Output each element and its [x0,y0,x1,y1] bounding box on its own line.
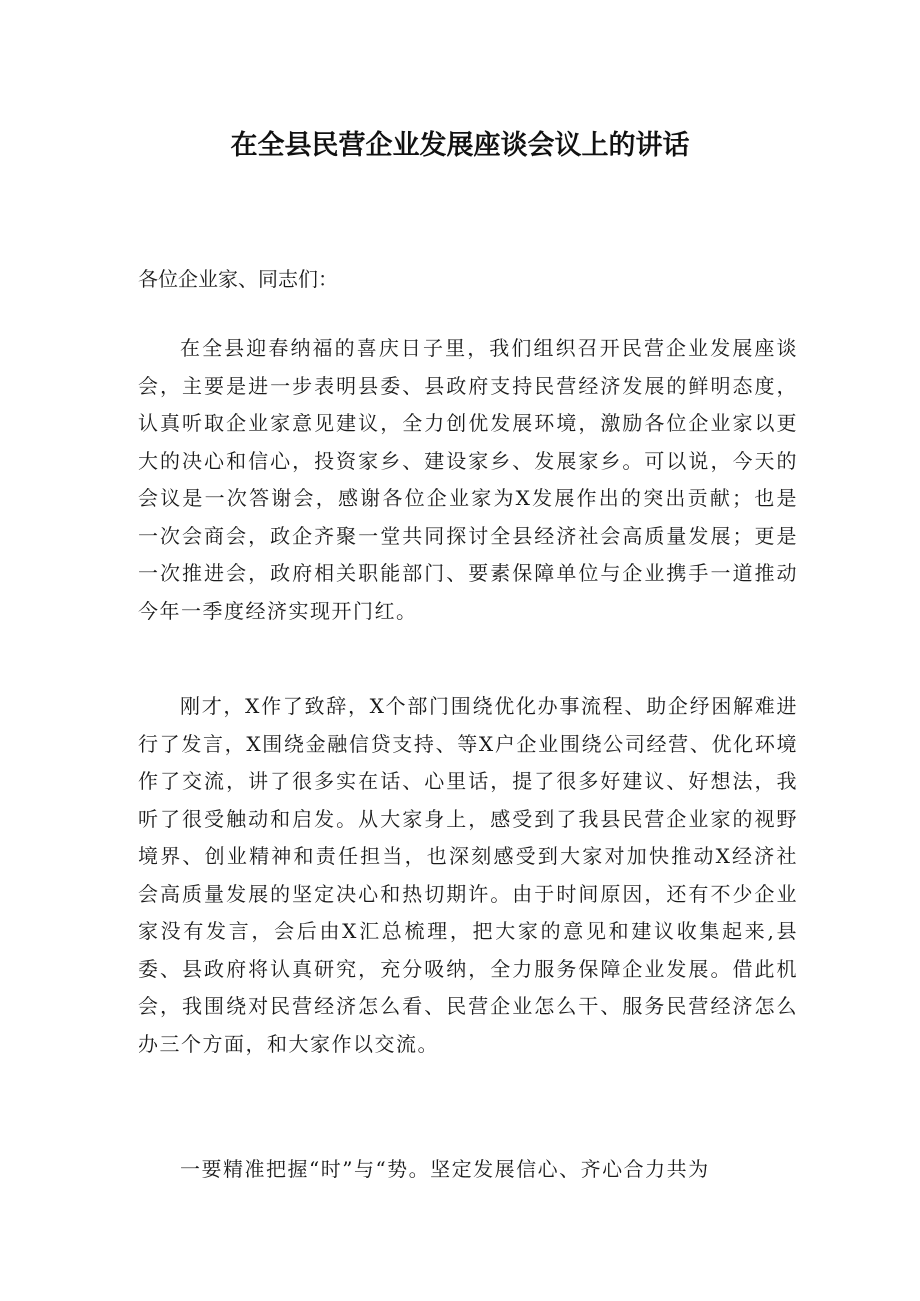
document-title: 在全县民营企业发展座谈会议上的讲话 [230,130,690,161]
paragraph-opening: 在全县迎春纳福的喜庆日子里，我们组织召开民营企业发展座谈会，主要是进一步表明县委、县政府支持民营经济发展的鲜明态度，认真听取企业家意见建议，全力创优发展环境，激励各位企业家以更大的决心和信心，投资家乡、建设家乡、发展家乡。可以说，今天的会议是一次答谢会，感谢各位企业家为X发展作出的突出贡献；也是一次会商会，政企齐聚一堂共同探讨全县经济社会高质量发展；更是一次推进会，政府相关职能部门、要素保障单位与企业携手一道推动今年一季度经济实现开门红。 [138,336,798,623]
paragraph-review: 刚才，X作了致辞，X个部门围绕优化办事流程、助企纾困解难进行了发言，X围绕金融信贷支持、等X户企业围绕公司经营、优化环境作了交流，讲了很多实在话、心里话，提了很多好建议、好想法，我听了很受触动和启发。从大家身上，感受到了我县民营企业家的视野境界、创业精神和责任担当，也深刻感受到大家对加快推动X经济社会高质量发展的坚定决心和热切期许。由于时间原因，还有不少企业家没有发言，会后由X汇总梳理，把大家的意见和建议收集起来,县委、县政府将认真研究，充分吸纳，全力服务保障企业发展。借此机会，我围绕对民营经济怎么看、民营企业怎么干、服务民营经济怎么办三个方面，和大家作以交流。 [138,694,798,1056]
salutation: 各位企业家、同志们： [138,267,338,291]
paragraph-point-one: 一要精准把握“时”与“势。坚定发展信心、齐心合力共为 [180,1157,710,1181]
